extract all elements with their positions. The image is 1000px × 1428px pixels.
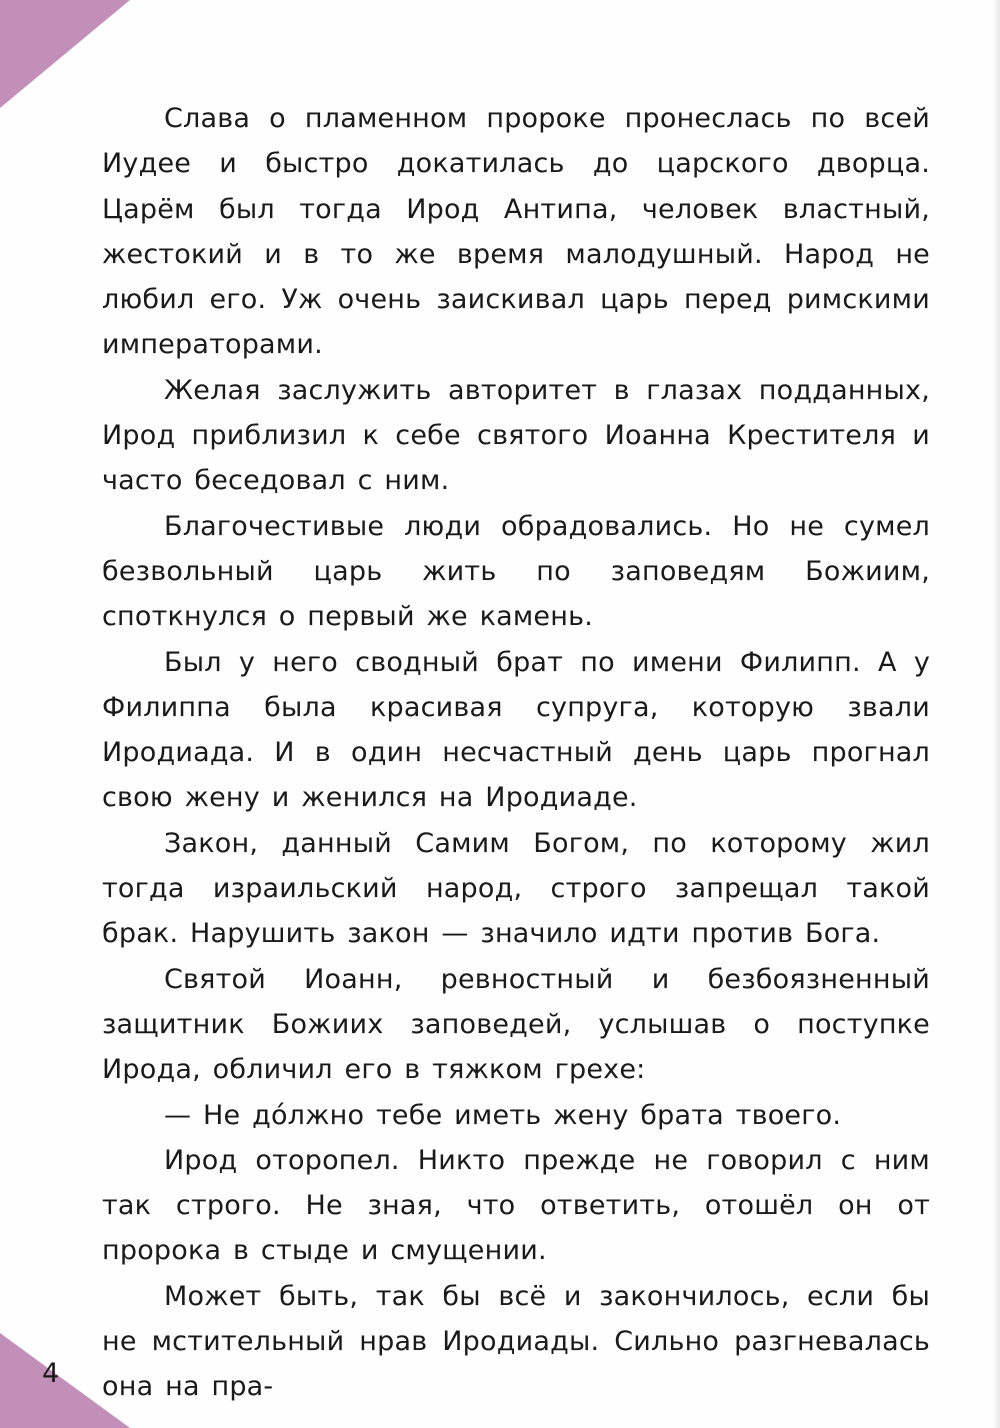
paragraph: Закон, данный Самим Богом, по которому жил тогда израильский народ, строго запрещал такой брак. Нарушить закон — значило идти против Бога. xyxy=(102,827,930,950)
paragraph: Святой Иоанн, ревностный и безбоязненный защитник Божиих заповедей, услышав о поступке Ирода, обличил его в тяжком грехе: xyxy=(102,963,930,1086)
page-number: 4 xyxy=(42,1358,60,1389)
paragraph: Желая заслужить авторитет в глазах подданных, Ирод приблизил к себе святого Иоанна Крестителя и часто беседовал с ним. xyxy=(102,374,930,497)
paragraph: Благочестивые люди обрадовались. Но не сумел безвольный царь жить по заповедям Божиим, споткнулся о первый же камень. xyxy=(102,510,930,633)
top-corner-decoration xyxy=(0,0,130,108)
dialogue-line: — Не до́лжно тебе иметь жену брата твоего. xyxy=(164,1099,842,1131)
page-edge-shadow xyxy=(992,0,1000,1428)
paragraph: Ирод оторопел. Никто прежде не говорил с ним так строго. Не зная, что ответить, отошёл он от пророка в стыде и смущении. xyxy=(102,1144,930,1267)
paragraph: Слава о пламенном пророке пронеслась по всей Иудее и быстро докатилась до царского дворца. Царём был тогда Ирод Антипа, человек властный, жестокий и в то же время малодушный. Народ не любил его. Уж очень заискивал царь перед римскими императорами. xyxy=(102,103,930,361)
paragraph: Может быть, так бы всё и закончилось, если бы не мстительный нрав Иродиады. Сильно разгневалась она на пра- xyxy=(102,1280,930,1403)
body-text xyxy=(102,96,930,1410)
paragraph: Был у него сводный брат по имени Филипп. А у Филиппа была красивая супруга, которую звали Иродиада. И в один несчастный день царь прогнал свою жену и женился на Иродиаде. xyxy=(102,646,930,814)
